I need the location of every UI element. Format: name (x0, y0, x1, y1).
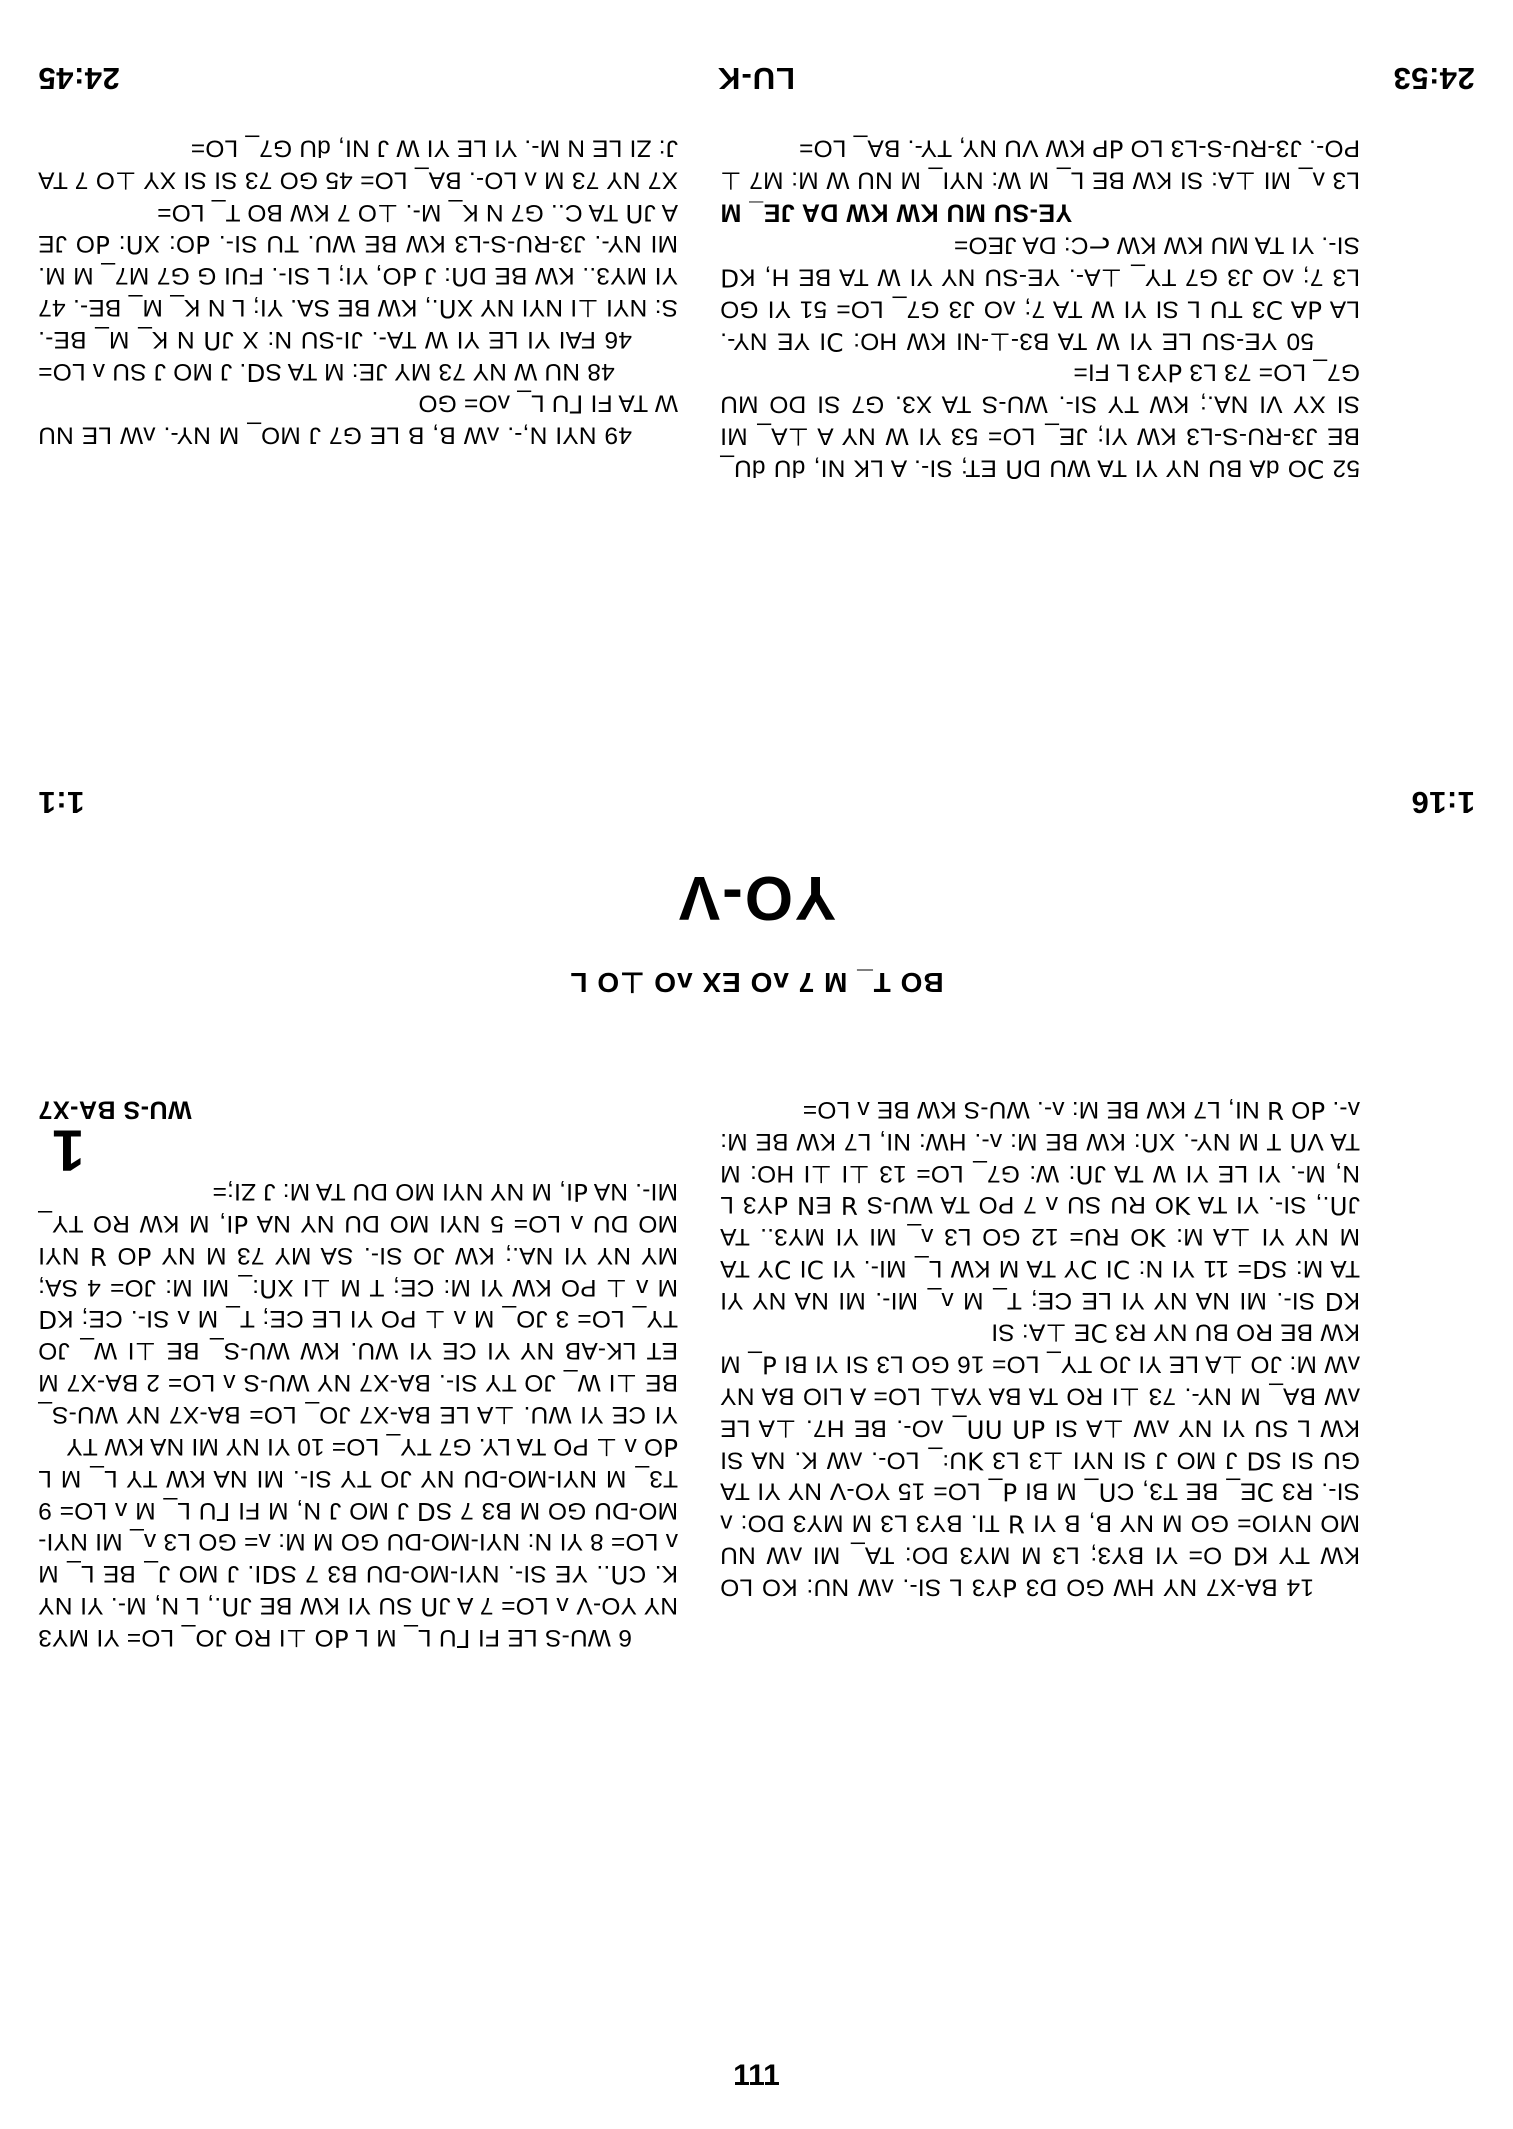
luke-paragraph: L3 ʌ_ MI ⊥A: SI KW BE L_ M W: NYI_ M NU W M: M7 ⊥ PO-. J3-RU-S-L3 LO ꓒP KW VU NY, TY-. BA_ LO= (720, 134, 1360, 194)
running-head-john (38, 784, 1475, 820)
running-head-left-verse: 24:45 (38, 61, 120, 96)
luke-left-column (38, 132, 678, 483)
john-head-right-verse: 1:16 (1410, 785, 1475, 820)
john-paragraph: Kꓷ SI-. MI NA NY YI LE CE; T_ M ʌ_ MI-. MI NA NY YI TA M: Sꓷ= 11 YI N: ꓛI ꓛY TA M KW L_ MI-. YI ꓛI ꓛY TA M NY YI ⊥A M: ꓘO RU= 12 GO L3 ʌ_ MI YI MY3.. TA Jᑎ., SI-. YI TA ꓘO RU SU ʌ 7 PO TA WU-S ꓤ E𝖭 ꓒY3 L N, M-. YI LE YI W TA Jᑎ: W: G7_ LO= 13 ⊥I ⊥I HO: M TA Vᑎ T M NY-. Xᑎ: KW BE M: ʌ-. HW: NI, L7 KW BE M: ʌ-. ꓒO ꓤ NI, L7 KW BE M: ʌ-. WU-S KW BE ʌ LO= (720, 1095, 1360, 1314)
book-title: YO-V (676, 863, 837, 932)
luke-paragraph: 49 NYI N,-. ʌW B, B LE G7 J MO_ M NY-. ʌW LE NU W TA FI ᒥU L_ ʌO= GO (38, 389, 678, 449)
book-subtitle: BO T_ M 7 ʌO EX ʌO ⊥O L (569, 967, 944, 998)
luke-paragraph: X7 NY 73 M ʌ LO-. BA_ LO= 45 GO 73 SI SI XY ⊥O 7 TA J: ZI LE N M-. YI LE YI W J NI, dU G7_ LO= (38, 134, 678, 194)
running-head-luke (38, 60, 1475, 96)
luke-paragraph: 52 ꓛO dA BU NY YI TA WU Dᑎ ET; SI-. A LK NI, dU dU_ BE J3-RU-S-L3 KW YI; JE_ LO= 53 YI W NY A ⊥A_ MI SI XY VI NA.; KW TY SI-. WU-S TA X3. G7 SI DO MU G7_ LO= 73 L3 ꓒY3 L FI= (720, 358, 1360, 482)
john-columns (38, 1093, 1360, 1653)
luke-paragraph: 48 NU W NY 73 MY JE: M TA Sꓷ. J MO J SU ʌ LO= (38, 357, 615, 385)
luke-right-column (720, 132, 1360, 483)
running-head-right-verse: 24:53 (1393, 61, 1475, 96)
john-section-heading: WU-S BA-X7 (38, 1095, 192, 1124)
john-chapter-paragraph (38, 1117, 678, 1430)
john-paragraph: 6 WU-S LE FI ᒥU L_ M L ꓒO ⊥I RO JO_ LO= YI MY3 NY YO-V ʌ LO= 7 A Jᑎ SU YI KW BE Jᑎ., L N, M-. YI NY K. Cᑎ.. YE SI-. NYI-MO-DU B3 7 SꓷI. J MO J_ BE L_ M ʌ LO= 8 YI N: NYI-MO-DU GO M M: ʌ= GO L3 ʌ_ MI NYI-MO-DU GO M B3 7 Sꓷ J MO J N, M FI ᒥU L_ M ʌ LO= 9 T3_ M NYI-MO-DU NY JO TY SI-. MI NA KW TY L_ M L ꓒO ʌ ⊥ PO TA LY. G7 TY_ LO= 10 YI NY MI NA KW TY (38, 1432, 678, 1652)
luke-paragraph: 46 FAI YI LE YI W TA-. JI-SU N: X Jᑎ N K_ M_ BE-. S: NYI ⊥I NYI NY Xᑎ., KW BE SA. YI; L N K_ M_ BE-. 47 YI MY3.. KW BE Dᑎ: J ꓒO, YI; L SI-. FUI G G7 M7_ M M. MI NY-. J3-RU-S-L3 KW BE WU. TU SI-. ꓒO: Xᑎ: ꓒO JE A Jᑎ TA C.. G7 N K_ M-. ⊥O 7 KW BO T_ LO= (38, 198, 678, 353)
john-head-left-verse: 1:1 (38, 785, 85, 820)
john-left-column (38, 1093, 678, 1653)
john-right-column (720, 1093, 1360, 1653)
running-head-book-name: LU-K (717, 61, 796, 96)
luke-section-heading: YE-SU MU KW KW DA JE_ M (720, 198, 1073, 227)
chapter-number: 1 (52, 1117, 85, 1183)
john-paragraph: YI CE YI WU. ⊥A LE BA-X7 JO_ LO= BA-X7 NY WU-S_ BE ⊥I W_ JO TY SI-. BA-X7 NY WU-S ʌ LO= 2 BA-X7 M ET LK-AB NY YI CE YI WU. KW WU-S_ BE ⊥I W_ JO TY_ LO= 3 JO_ M ʌ ⊥ PO YI LE CE; T_ M ʌ SI-. CE; Kꓷ M ʌ ⊥ PO KW YI M: CE; T M ⊥I Xᑎ:_ MI M: JO= 4 SA; MY NY YI NA.; KW JO SI-. SA MY 73 M NY ꓒO ꓤ NYI MO DU ʌ LO= 5 NYI MO DU NY NA ꓒI, M KW RO TY_ MI-. NA ꓒI, M NY NYI MO DU TA M: J ZI;= (38, 1178, 678, 1429)
luke-columns (38, 132, 1360, 483)
page-number: 111 (733, 2059, 780, 2092)
john-paragraph: 14 BA-X7 NY HW GO D3 ꓒY3 L SI-. ʌW NU: KO LO KW TY Kꓷ O= YI BY3; L3 M MY3 DO: TA_ MI ʌW NU MO NYIO= GO M NY B, B YI ꓤ TI. BY3 L3 M MY3 DO: ʌ SI-. R3 ꓛE_ BE T3, Cᑎ_ M BI ꓒ_ LO= 15 YO-V NY YI TA GU SI Sꓷ J MO J SI NYI ⊥3 L3 ꓘU꞉_ LO-. ʌW K. NA SI KW L SU YI NY ʌW ⊥A SI ꓒᑎ ᑎᑎ_ ʌO-. BE H7. ⊥A LE ʌW BA_ M NY-. 73 ⊥I RO TA BA YA⊥ LO= A LIO BA NY ʌW M: JO ⊥A LE YI JO TY_ LO= 16 GO L3 SI YI BI ꓒ_ M KW BE RO BU NY R3 ꓛE ⊥A: SI (720, 1318, 1360, 1601)
luke-paragraph: 50 YE-SU LE YI W TA B3-⊥-NI KW HO: ꓛI YE NY-. LA ꓒA ꓛ3 TU L SI YI W TA 7; ʌO J3 G7_ LO= 51 YI GO L3 7; ʌO J3 G7 TY_ ⊥A-. YE-SU NY YI W TA BE H, Kꓷ SI-. YI TA MU KW KW ᓕC: DA JEO= (720, 231, 1360, 354)
